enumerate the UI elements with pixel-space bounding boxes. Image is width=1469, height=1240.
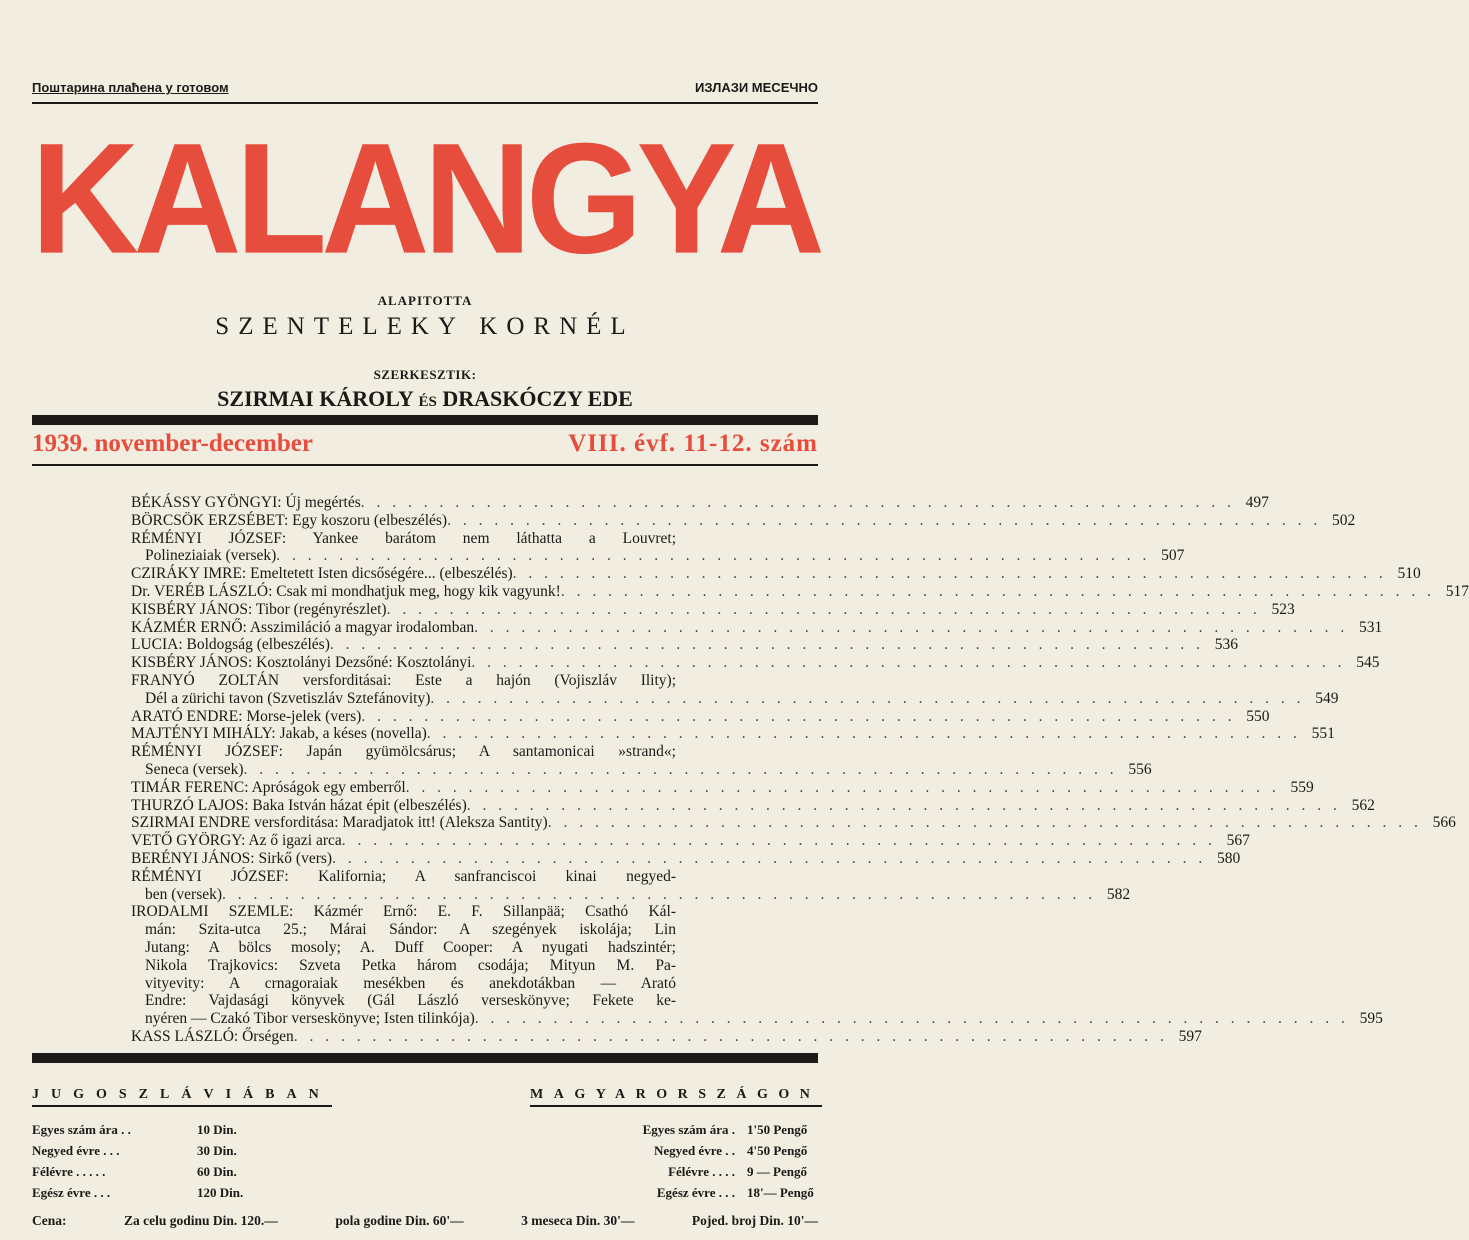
toc-page: 531 [1358,618,1383,636]
toc-title: CZIRÁKY IMRE: Emeltetett Isten dicsőségére... (elbeszélés) [131,565,513,583]
toc-title: BÖRCSÖK ERZSÉBET: Egy koszoru (elbeszélés) [131,511,448,529]
price-heading: JUGOSZLÁVIÁBAN [32,1087,332,1107]
toc-page: 582 [1106,885,1131,903]
toc-page: 507 [1161,547,1185,565]
toc-page: 580 [1216,849,1241,867]
price-label: Egész évre . . . [656,1185,735,1200]
leader-dots [222,886,1096,904]
toc-title: BÉKÁSSY GYÖNGYI: Új megértés [131,494,361,511]
toc-entry [131,778,1314,797]
toc-entry [131,796,1375,815]
heavy-rule-top [32,415,818,425]
leader-dots [342,832,1216,850]
toc-title-cont: Dél a zürichi tavon (Szvetiszláv Sztefánovity) [145,689,431,707]
price-label: Egész évre . . . [32,1185,111,1200]
toc-title: FRANYÓ ZOLTÁN versforditásai: Este a hajón (Vojiszláv Ility); [131,671,676,689]
editor-2: DRASKÓCZY EDE [442,386,633,411]
header-rule [32,102,818,104]
toc-page: 551 [1311,725,1335,743]
toc-page: 567 [1226,832,1250,850]
toc-entry [131,565,1421,583]
price-row [530,1161,822,1182]
toc-entry [131,849,1241,868]
price-label: Negyed évre . . [654,1143,735,1158]
footer-label: Cena: [32,1213,67,1228]
toc-title: KISBÉRY JÁNOS: Tibor (regényrészlet) [131,600,387,618]
leader-dots [447,512,1321,530]
toc-title-cont: ben (versek) [145,885,223,903]
founder-name: SZENTELEKY KORNÉL [215,313,635,340]
leader-dots [427,725,1301,743]
toc-page: 550 [1246,707,1270,725]
toc-entry [131,618,1383,637]
toc-entry [131,636,1238,654]
leader-dots [276,547,1150,565]
toc-entry [131,529,1185,566]
toc-entry [131,582,1469,601]
leader-dots [330,636,1204,654]
toc-entry-review [131,903,1383,1028]
price-value: 9 — Pengő [747,1164,807,1179]
founded-label: ALAPITOTTA [377,293,473,308]
toc-entry [131,832,1250,850]
issue-date: 1939. november-december [32,430,313,457]
footer-price: Pojed. broj Din. 10'— [691,1213,818,1228]
toc-title-cont: Seneca (versek) [145,760,244,778]
postage-note: Поштарина плаћена у готовом [32,80,229,95]
toc-entry [131,814,1456,832]
toc-title: RÉMÉNYI JÓZSEF: Japán gyümölcsárus; A santamonicai »strand«; [131,743,676,761]
leader-dots [332,850,1206,868]
toc-title: MAJTÉNYI MIHÁLY: Jakab, a késes (novella) [131,725,427,743]
issue-rule [32,464,818,466]
toc-page: 536 [1214,636,1238,654]
masthead-title: KALANGYA [30,109,820,287]
price-value: 60 Din. [197,1164,237,1179]
price-label: Egyes szám ára . [642,1122,735,1137]
price-row [32,1161,332,1182]
header-line [32,80,818,100]
toc-page: 549 [1315,689,1339,707]
toc-title: RÉMÉNYI JÓZSEF: Yankee barátom nem láthatta a Louvret; [131,529,676,547]
editors-label: SZERKESZTIK: [373,367,477,382]
footer-price: 3 meseca Din. 30'— [521,1213,635,1228]
toc-title: Dr. VERÉB LÁSZLÓ: Csak mi mondhatjuk meg, hogy kik vagyunk! [131,582,561,600]
price-value: 30 Din. [197,1143,237,1158]
price-value: 4'50 Pengő [747,1143,808,1158]
price-value: 1'50 Pengő [747,1122,808,1137]
toc-entry [131,707,1270,726]
review-line: vityevity: A crnagoraiak mesékben és anekdotákban — Arató [145,974,676,992]
review-line: Nikola Trajkovics: Szveta Petka három csodája; Mityun M. Pa- [145,956,676,974]
leader-dots [548,814,1422,832]
frequency-note: ИЗЛАЗИ МЕСЕЧНО [695,80,818,95]
editor-1: SZIRMAI KÁROLY [217,386,413,411]
toc-title: KASS LÁSZLÓ: Őrségen [131,1027,294,1045]
price-heading: MAGYARORSZÁGON [530,1087,822,1107]
toc-title: THURZÓ LAJOS: Baka István házat épit (elbeszélés) [131,796,467,814]
leader-dots [361,708,1235,726]
price-row [32,1119,332,1140]
price-value: 120 Din. [197,1185,244,1200]
review-line: nyéren — Czakó Tibor verseskönyve; Isten tilinkója) [145,1010,475,1028]
toc-title: RÉMÉNYI JÓZSEF: Kalifornia; A sanfranciscoi kinai negyed- [131,867,676,885]
toc-entry [131,743,1152,779]
toc-page: 559 [1290,778,1314,796]
price-label: Egyes szám ára . . [32,1122,131,1137]
toc-entry [131,867,1131,904]
leader-dots [430,690,1304,708]
leader-dots [467,797,1341,815]
review-line: Jutang: A bölcs mosoly; A. Duff Cooper: A nyugati hadszintér; [145,938,676,956]
price-value: 10 Din. [197,1122,237,1137]
toc-page: 597 [1178,1027,1202,1045]
toc-page: 556 [1128,760,1152,778]
price-row [530,1119,822,1140]
toc-title-cont: Polineziaiak (versek) [145,547,277,565]
toc-entry [131,671,1339,708]
leader-dots [244,761,1118,779]
issue-line [32,430,818,460]
leader-dots [387,601,1261,619]
toc-title: BERÉNYI JÁNOS: Sirkő (vers) [131,849,333,867]
toc-title: KISBÉRY JÁNOS: Kosztolányi Dezsőné: Kosztolányi [131,654,472,672]
toc-title: LUCIA: Boldogság (elbeszélés) [131,636,330,654]
toc-page: 497 [1245,494,1269,511]
toc-entry [131,1027,1202,1046]
issue-number: VIII. évf. 11-12. szám [568,430,818,457]
leader-dots [471,654,1345,672]
leader-dots [561,583,1435,601]
toc-page: 562 [1351,796,1375,814]
toc-title: VETŐ GYÖRGY: Az ő igazi arca [131,832,342,850]
review-line: mán: Szita-utca 25.; Márai Sándor: A szegények iskolája; Lin [145,921,676,939]
subscription-footer [32,1213,818,1229]
price-value: 18'— Pengő [747,1185,814,1200]
price-row [32,1140,332,1161]
price-label: Negyed évre . . . [32,1143,120,1158]
toc-page: 566 [1432,814,1456,832]
editors-conjunction: ÉS [418,394,437,410]
toc-page: 595 [1359,1010,1383,1028]
toc-page: 510 [1397,565,1421,583]
leader-dots [406,779,1280,797]
price-label: Félévre . . . . [668,1164,735,1179]
table-of-contents [131,494,1469,1046]
toc-entry [131,511,1356,530]
toc-entry [131,725,1335,743]
price-row [530,1140,822,1161]
toc-title: KÁZMÉR ERNŐ: Asszimiláció a magyar irodalomban [131,618,475,636]
toc-entry [131,494,1269,512]
toc-page: 517 [1445,582,1469,600]
editors-names [0,386,850,412]
review-line: Endre: Vajdasági könyvek (Gál László verseskönyve; Fekete ke- [145,992,676,1010]
prices-hungary [530,1087,822,1203]
leader-dots [294,1028,1168,1046]
leader-dots [361,494,1235,512]
prices-yugoslavia [32,1087,332,1203]
leader-dots [513,565,1387,583]
toc-page: 545 [1356,654,1380,672]
toc-page: 502 [1331,511,1356,529]
toc-title: SZIRMAI ENDRE versforditása: Maradjatok itt! (Aleksza Santity) [131,814,548,832]
review-line: IRODALMI SZEMLE: Kázmér Ernő: E. F. Sillanpää; Csathó Kál- [131,903,676,921]
leader-dots [474,619,1348,637]
price-row [530,1182,822,1203]
toc-title: ARATÓ ENDRE: Morse-jelek (vers) [131,707,362,725]
price-row [32,1182,332,1203]
price-label: Félévre . . . . . [32,1164,106,1179]
toc-entry [131,600,1295,619]
toc-page: 523 [1271,600,1295,618]
heavy-rule-bottom [32,1053,818,1063]
footer-price: Za celu godinu Din. 120.— [124,1213,278,1228]
leader-dots [475,1010,1349,1028]
toc-title: TIMÁR FERENC: Apróságok egy emberről [131,778,406,796]
toc-entry [131,654,1380,672]
footer-price: pola godine Din. 60'— [335,1213,464,1228]
